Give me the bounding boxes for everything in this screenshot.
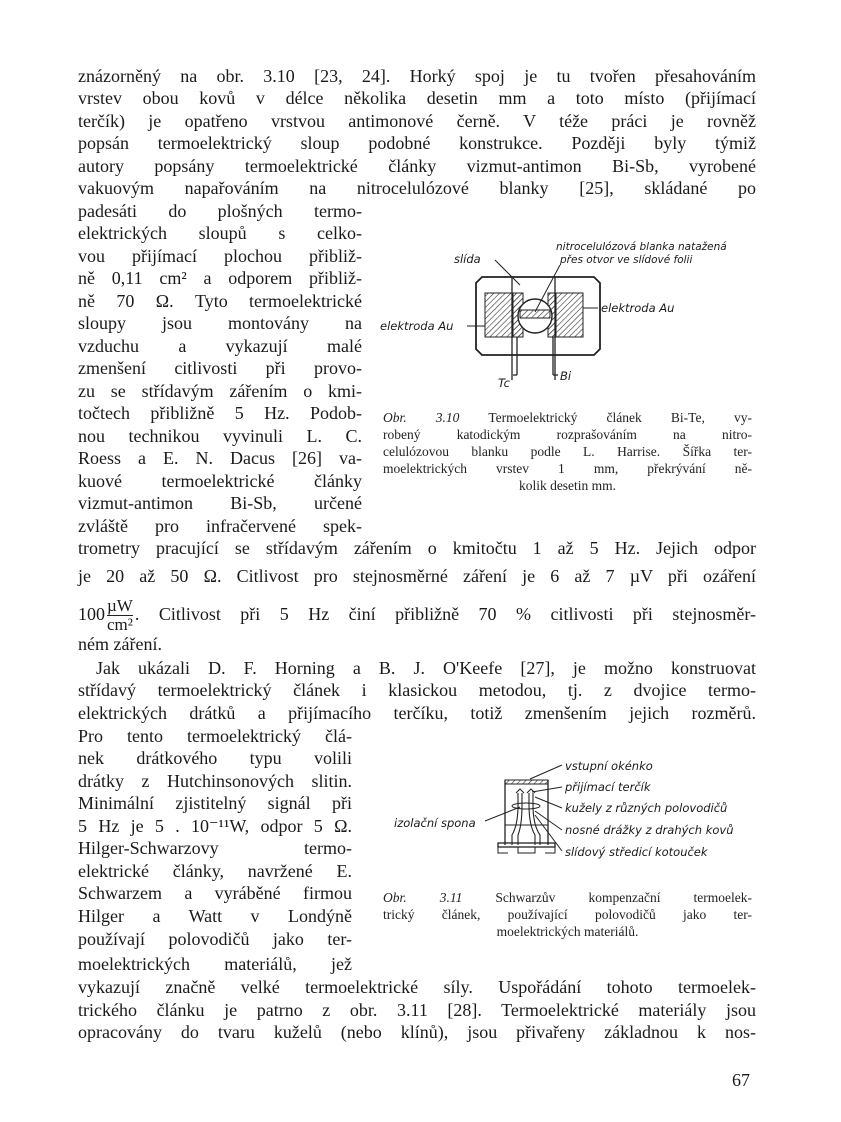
- text-line: elektrických drátků a přijímacího terčíku, totiž zmenšením jejich rozměrů.: [78, 703, 756, 723]
- figure-caption-line: robený katodickým rozprašováním na nitro-: [383, 427, 752, 442]
- text-line: vzduchu a vykazují malé: [78, 336, 362, 356]
- text-line: popsán termoelektrický sloup podobné konstrukce. Později byly týmiž: [78, 133, 756, 153]
- text-line: zvláště pro infračervené spek-: [78, 516, 362, 536]
- caption-text: Termoelektrický článek Bi-Te, vy-: [488, 410, 752, 425]
- formula-suffix: . Citlivost při 5 Hz činí přibližně 70 % citlivosti při stejnosměr-: [134, 604, 756, 624]
- text-line: Jak ukázali D. F. Horning a B. J. O'Keefe [27], je možno konstruovat: [96, 658, 756, 678]
- page-number: 67: [732, 1070, 750, 1090]
- text-line: sloupy jsou montovány na: [78, 313, 362, 333]
- figure-3-11-diagram: [380, 745, 760, 875]
- figure-caption-line: trický článek, používající polovodičů jako ter-: [383, 907, 752, 922]
- text-line: točtech přibližně 5 Hz. Podob-: [78, 403, 362, 423]
- text-line: znázorněný na obr. 3.10 [23, 24]. Horký spoj je tu tvořen přesahováním: [78, 66, 756, 86]
- text-line: Roess a E. N. Dacus [26] va-: [78, 448, 362, 468]
- text-line: kuové termoelektrické články: [78, 471, 362, 491]
- window: [505, 780, 548, 784]
- text-line: 5 Hz je 5 . 10⁻¹¹W, odpor 5 Ω.: [78, 816, 352, 836]
- figure-caption-line: [383, 889, 752, 906]
- text-line: vykazují značně velké termoelektrické síly. Uspořádání tohoto termoelek-: [78, 977, 756, 997]
- fraction-numerator: µW: [107, 596, 133, 616]
- text-line: nek drátkového typu volili: [78, 748, 352, 768]
- text-line: Hilger-Schwarzovy termo-: [78, 838, 352, 858]
- label-elektroda-right: elektroda Au: [601, 301, 675, 315]
- text-line: nou technikou vyvinuli L. C.: [78, 426, 362, 446]
- label-elektroda-left: elektroda Au: [380, 319, 454, 333]
- figure-caption-line: moelektrických vrstev 1 mm, překrývání ně-: [383, 461, 752, 476]
- label-spona: izolační spona: [394, 816, 476, 830]
- text-line: moelektrických materiálů, jež: [78, 954, 352, 974]
- text-line: ně 0,11 cm² a odporem přibliž-: [78, 268, 362, 288]
- label-bi: Bi: [560, 369, 572, 383]
- text-line: elektrické články, navržené E.: [78, 861, 352, 881]
- label-drazky: nosné drážky z drahých kovů: [565, 823, 734, 837]
- text-line: vou přijímací plochou přibliž-: [78, 246, 362, 266]
- text-line: trického článku je patrno z obr. 3.11 [28]. Termoelektrické materiály jsou: [78, 1000, 756, 1020]
- text-line: Schwarzem a vyráběné firmou: [78, 883, 352, 903]
- label-tercik: přijímací terčík: [565, 780, 651, 794]
- text-line: používají polovodičů jako ter-: [78, 929, 352, 949]
- text-line: Minimální zjistitelný signál při: [78, 793, 352, 813]
- label-blanka-2: přes otvor ve slídové folii: [560, 254, 693, 266]
- text-line: drátky z Hutchinsonových slitin.: [78, 771, 352, 791]
- centering-disc: [498, 843, 555, 847]
- figure-3-10-diagram: [370, 230, 770, 400]
- text-line: opracovány do tvaru kuželů (nebo klínů), jsou přivařeny základnou k nos-: [78, 1022, 756, 1042]
- label-kotoucek: slídový středicí kotouček: [565, 845, 708, 859]
- label-okenko: vstupní okénko: [565, 759, 653, 773]
- text-line: ně 70 Ω. Tyto termoelektrické: [78, 291, 362, 311]
- text-line: je 20 až 50 Ω. Citlivost pro stejnosměrné záření je 6 až 7 µV při ozáření: [78, 566, 756, 586]
- figure-label: Obr. 3.10: [383, 410, 460, 425]
- figure-label: Obr. 3.11: [383, 890, 463, 905]
- label-kuzely: kužely z různých polovodičů: [565, 801, 728, 815]
- text-line: trometry pracující se střídavým zářením o kmitočtu 1 až 5 Hz. Jejich odpor: [78, 538, 756, 558]
- text-line: ném záření.: [78, 634, 162, 654]
- fraction-denominator: cm²: [107, 615, 133, 635]
- formula-line: [78, 596, 756, 634]
- text-line: autory popsány termoelektrické články vizmut-antimon Bi-Sb, vyrobené: [78, 156, 756, 176]
- formula-prefix: 100: [78, 604, 105, 624]
- text-line: střídavý termoelektrický článek i klasickou metodou, tj. z dvojice termo-: [78, 680, 756, 700]
- label-tc: Tc: [498, 376, 510, 390]
- label-slida: slída: [454, 252, 481, 266]
- figure-caption-line: [383, 409, 752, 426]
- text-line: Hilger a Watt v Londýně: [78, 906, 352, 926]
- text-line: elektrických sloupů s celko-: [78, 223, 362, 243]
- figure-caption-line: celulózovou blanku podle L. Harrise. Šířka ter-: [383, 444, 752, 459]
- text-line: zu se střídavým zářením o kmi-: [78, 381, 362, 401]
- text-line: padesáti do plošných termo-: [78, 201, 362, 221]
- fraction: [107, 597, 133, 634]
- figure-caption-line: kolik desetin mm.: [518, 478, 617, 493]
- text-line: Pro tento termoelektrický člá-: [78, 726, 352, 746]
- label-blanka-1: nitrocelulózová blanka natažená: [556, 241, 727, 253]
- text-line: vizmut-antimon Bi-Sb, určené: [78, 493, 362, 513]
- figure-caption-line: moelektrických materiálů.: [496, 924, 639, 939]
- text-line: vrstev obou kovů v délce několika desetin mm a toto místo (přijímací: [78, 88, 756, 108]
- caption-text: Schwarzův kompenzační termoelek-: [495, 890, 752, 905]
- text-line: zmenšení citlivosti při provo-: [78, 358, 362, 378]
- text-line: terčík) je opatřeno vrstvou antimonové černě. V téže práci je rovněž: [78, 111, 756, 131]
- text-line: vakuovým napařováním na nitrocelulózové blanky [25], skládané po: [78, 178, 756, 198]
